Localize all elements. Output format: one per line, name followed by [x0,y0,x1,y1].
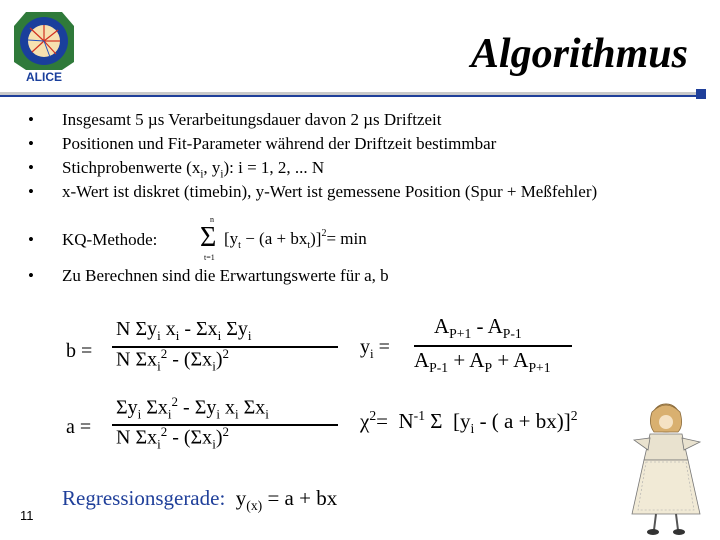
kq-formula [198,214,390,264]
bullet-item: • x-Wert ist diskret (timebin), y-Wert ist gemessene Position (Spur + Meßfehler) [28,180,597,204]
page-number: 11 [20,508,34,523]
expectation-bullet: • Zu Berechnen sind die Erwartungswerte für a, b [28,264,389,288]
alice-logo [12,10,76,84]
svg-text:Σ: Σ [200,222,217,253]
bullet-list [28,108,597,204]
logo-text: ALICE [26,70,62,84]
slide-title: Algorithmus [470,31,688,77]
svg-text:t=1: t=1 [204,253,215,262]
bullet-item-sample-values: • Stichprobenwerte ($x_i$, $y_i$): i = 1, 2, ... N [28,156,597,180]
yi-fraction-line [414,345,572,347]
a-label: a = [66,416,92,438]
yi-label: $y_i$ = [360,336,390,361]
title-rule-blue [0,95,696,97]
chi-square-formula: $\chi^2= N^{-1}$ Σ [$y_i$ - ( a + bx)]$^2$ [360,408,578,437]
b-numerator: N $\Sigma y_i$ $x_i - \Sigma x_i$ $\Sigma y_i$ [116,318,252,343]
yi-numerator: $A_{P+1} - A_{P-1}$ [434,314,522,342]
a-denominator: N $\Sigma x_i^2 - (\Sigma x_i)^2$ [116,424,229,452]
regression-line: Regressionsgerade: $y_{(x)} = a$ + bx [62,486,338,514]
svg-text:n: n [210,215,214,224]
title-rule-end [696,89,706,99]
alice-figure-illustration [626,402,708,536]
bullet-item: • Insgesamt 5 µs Verarbeitungsdauer davon 2 µs Driftzeit [28,108,597,132]
a-numerator: $\Sigma y_i$ $\Sigma x_i^2 - \Sigma y_i$ $x_i$ $\Sigma x_i$ [116,394,269,422]
kq-label: • KQ-Methode: [28,228,157,252]
svg-text:[yt − (a + bxt)]2= min: $[y_t - (a + bx_t)]^2= \min$ [224,228,367,251]
bullet-item: • Positionen und Fit-Parameter während der Driftzeit bestimmbar [28,132,597,156]
b-denominator: N $\Sigma x_i^2 - (\Sigma x_i)^2$ [116,346,229,374]
yi-denominator: $A_{P-1} + A_P + A_{P+1}$ [414,348,551,376]
b-label: b = [66,340,93,362]
